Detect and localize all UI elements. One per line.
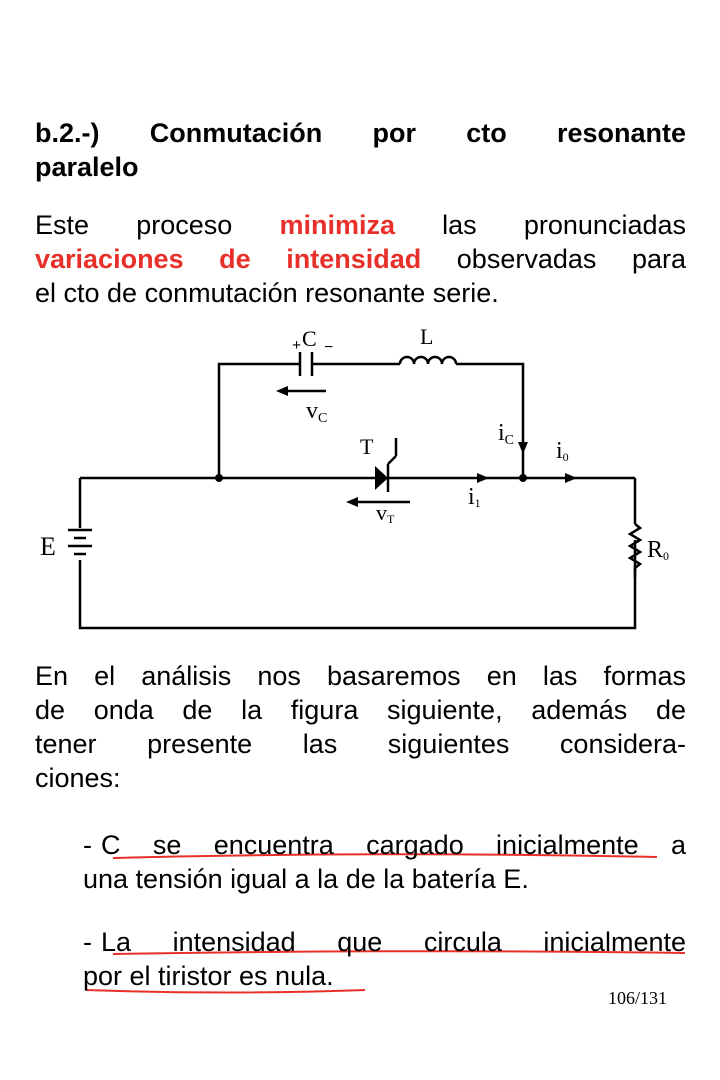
analysis-line-3: tener presente las siguientes considera- xyxy=(35,729,686,759)
node-right xyxy=(519,474,527,482)
thyristor-label: T xyxy=(360,434,374,459)
ic-label: iC xyxy=(498,420,515,448)
item2-line-2: por el tiristor es nula. xyxy=(83,961,334,991)
intro-text: observadas para xyxy=(421,244,686,274)
vc-label: vC xyxy=(306,398,328,426)
arrow-i1 xyxy=(477,473,489,483)
bullet-dash: - xyxy=(83,927,92,957)
inductor-label: L xyxy=(420,324,434,349)
thyristor-symbol xyxy=(375,466,388,490)
resistor-label: R0 xyxy=(647,537,670,563)
arrow-i0 xyxy=(565,473,577,483)
arrow-vt-head xyxy=(346,497,358,507)
bullet-dash: - xyxy=(83,830,92,860)
heading-line-2: paralelo xyxy=(35,152,139,182)
analysis-line-1: En el análisis nos basaremos en las formas xyxy=(35,661,686,691)
consideration-item-1 xyxy=(83,828,686,896)
intro-line-3: el cto de conmutación resonante serie. xyxy=(35,278,499,308)
node-left xyxy=(215,474,223,482)
analysis-line-4: ciones: xyxy=(35,763,121,793)
capacitor-label: C xyxy=(302,326,317,351)
arrow-vc-head xyxy=(276,386,288,396)
battery-label: E xyxy=(40,532,56,561)
item2-text-1: La intensidad que circula inicialmente xyxy=(101,927,686,957)
intro-text: las pronunciadas xyxy=(394,210,686,240)
analysis-line-2: de onda de la figura siguiente, además de xyxy=(35,695,686,725)
item2-line-1 xyxy=(83,925,686,959)
branch-right-wire xyxy=(456,364,523,478)
i0-label: i0 xyxy=(556,438,569,464)
highlight-minimiza: minimiza xyxy=(279,210,395,240)
analysis-paragraph xyxy=(35,659,686,795)
capacitor-plus: + xyxy=(292,337,302,354)
i1-label: i1 xyxy=(468,484,481,510)
inductor-symbol xyxy=(400,357,456,364)
item1-line-1 xyxy=(83,828,686,862)
item1-line-2: una tensión igual a la de la batería E. xyxy=(83,864,529,894)
intro-text: Este proceso xyxy=(35,210,280,240)
heading-line-1: b.2.-) Conmutación por cto resonante xyxy=(35,118,686,148)
item1-text-1: C se encuentra cargado inicialmente a xyxy=(101,830,686,860)
vt-label: vT xyxy=(376,500,395,526)
consideration-item-2 xyxy=(83,925,686,993)
highlight-variaciones: variaciones de intensidad xyxy=(35,244,422,274)
capacitor-minus: − xyxy=(324,339,334,356)
page-number: 106/131 xyxy=(608,988,668,1008)
branch-left-wire xyxy=(219,364,300,478)
arrow-ic xyxy=(518,442,528,454)
